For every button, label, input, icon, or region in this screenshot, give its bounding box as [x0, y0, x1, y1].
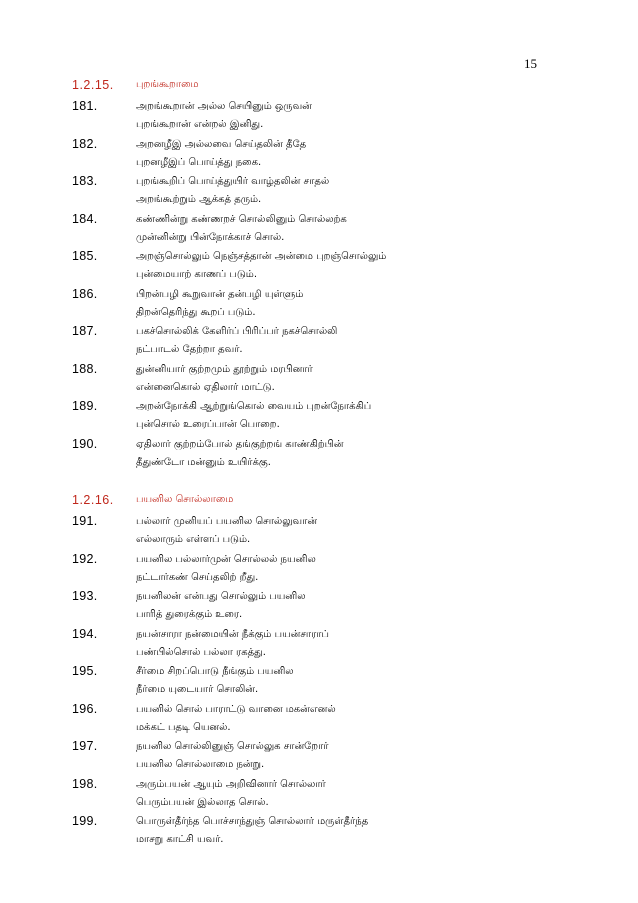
verse-text	[136, 813, 592, 851]
verse-line: புன்மையாற் காணப் படும்.	[136, 269, 257, 280]
verse	[72, 98, 592, 136]
verse	[72, 286, 592, 324]
verse-line: துன்னியார் குற்றமும் தூற்றும் மரபினார்	[136, 363, 313, 375]
verse-line: நயன்சாரா நன்மையின் நீக்கும் பயன்சாராப்	[136, 628, 329, 640]
verse-text	[136, 551, 592, 589]
verse-line: எல்லாரும் எள்ளப் படும்.	[136, 534, 251, 545]
verse	[72, 361, 592, 399]
verse-line: பண்பில்சொல் பல்லா ரகத்து.	[136, 646, 266, 658]
verse-line: அறங்கூறான் அல்ல செயினும் ஒருவன்	[136, 101, 312, 112]
verse-line: நீர்மை யுடையார் சொலின்.	[136, 684, 259, 695]
chapter-title: பயனில சொல்லாமை	[136, 494, 234, 505]
verse-line: பயனில பல்லார்முன் சொல்லல் நயனில	[136, 553, 316, 565]
verse	[72, 701, 592, 739]
verse	[72, 136, 592, 174]
verse-number: 188.	[72, 361, 98, 376]
verse	[72, 663, 592, 701]
verse	[72, 211, 592, 249]
verse-line: நயனிலன் என்பது சொல்லும் பயனில	[136, 591, 306, 602]
verse-number: 184.	[72, 211, 98, 226]
verse-number: 182.	[72, 136, 98, 151]
verse-text	[136, 626, 592, 664]
verse-text	[136, 738, 592, 776]
verse-number: 190.	[72, 436, 98, 451]
verse	[72, 588, 592, 626]
verse-text	[136, 323, 592, 361]
verse	[72, 551, 592, 589]
verse-line: பயனில் சொல் பாராட்டு வானை மகன்எனல்	[136, 703, 336, 715]
verse-number: 183.	[72, 174, 98, 188]
verse-line: பகச்சொல்லிக் கேளிர்ப் பிரிப்பர் நகச்சொல்லி	[136, 326, 338, 337]
verse-number: 181.	[72, 99, 98, 113]
verse-number: 189.	[72, 399, 98, 413]
verse-number: 186.	[72, 286, 98, 301]
verse-text	[136, 173, 592, 211]
verse-line: என்னைகொல் ஏதிலார் மாட்டு.	[136, 381, 275, 393]
verse-line: சீர்மை சிறப்பொடு நீங்கும் பயனில	[136, 666, 294, 677]
verse-text	[136, 286, 592, 324]
verse-number: 198.	[72, 776, 98, 791]
page-number: 15	[524, 56, 537, 71]
verse-text	[136, 436, 592, 474]
chapter-section	[72, 78, 592, 473]
verse-text	[136, 211, 592, 249]
verse-text	[136, 248, 592, 286]
chapter-title: புறங்கூறாமை	[136, 79, 199, 90]
verse-number: 191.	[72, 514, 98, 528]
verse	[72, 776, 592, 814]
verse	[72, 248, 592, 286]
verse-line: அறஞ்சொல்லும் நெஞ்சத்தான் அன்மை புறஞ்சொல்லும்	[136, 251, 387, 262]
verse-line: பெரும்பயன் இல்லாத சொல்.	[136, 796, 269, 808]
verse-text	[136, 588, 592, 626]
verse-text	[136, 98, 592, 136]
verse-number: 194.	[72, 626, 98, 641]
chapter-number: 1.2.15.	[72, 78, 114, 92]
verse-line: திறன்தெரிந்து கூறப் படும்.	[136, 306, 256, 318]
sections-container	[72, 78, 592, 851]
verse-number: 193.	[72, 589, 98, 603]
verse-number: 187.	[72, 324, 98, 338]
verse	[72, 436, 592, 474]
verse	[72, 738, 592, 776]
verse-text	[136, 136, 592, 174]
verse-line: புறங்கூறிப் பொய்த்துயிர் வாழ்தலின் சாதல்	[136, 176, 330, 187]
verse-number: 199.	[72, 814, 98, 828]
chapter-heading	[72, 493, 592, 510]
verse-line: ஏதிலார் குற்றம்போல் தங்குற்றங் காண்கிற்பின்	[136, 438, 344, 450]
verse-text	[136, 776, 592, 814]
verse-line: மாசறு காட்சி யவர்.	[136, 834, 224, 845]
verse-line: புறனழீஇப் பொய்த்து நகை.	[136, 156, 262, 168]
verse-line: பொருள்தீர்ந்த பொச்சாந்துஞ் சொல்லார் மருள்தீர்ந்த	[136, 816, 369, 827]
verse-line: புன்சொல் உரைப்பான் பொறை.	[136, 419, 280, 430]
verse-text	[136, 513, 592, 551]
chapter-number: 1.2.16.	[72, 493, 114, 507]
verse-line: நட்டார்கண் செய்தலிற் றீது.	[136, 571, 259, 583]
verse-number: 197.	[72, 739, 98, 753]
verse	[72, 513, 592, 551]
chapter-heading	[72, 78, 592, 95]
verse-line: அறன்நோக்கி ஆற்றுங்கொல் வையம் புறன்நோக்கிப்	[136, 401, 372, 412]
verse	[72, 398, 592, 436]
verse-number: 196.	[72, 701, 98, 716]
verse-number: 195.	[72, 664, 98, 678]
verse-line: பிறன்பழி கூறுவான் தன்பழி யுள்ளும்	[136, 288, 304, 300]
verse-line: பயனில சொல்லாமை நன்று.	[136, 759, 265, 770]
verse-line: கண்ணின்று கண்ணறச் சொல்லினும் சொல்லற்க	[136, 213, 347, 225]
verse-number: 185.	[72, 249, 98, 263]
verse-text	[136, 361, 592, 399]
verse-text	[136, 701, 592, 739]
verse-number: 192.	[72, 551, 98, 566]
verse-line: முன்னின்று பின்நோக்காச் சொல்.	[136, 231, 285, 243]
verse-line: பல்லார் முனியப் பயனில சொல்லுவான்	[136, 516, 318, 527]
chapter-section	[72, 493, 592, 851]
verse-text	[136, 398, 592, 436]
verse	[72, 626, 592, 664]
verse	[72, 813, 592, 851]
verse-line: நயனில சொல்லினுஞ் சொல்லுக சான்றோர்	[136, 741, 329, 752]
verse-line: அறனழீஇ அல்லவை செய்தலின் தீதே	[136, 138, 307, 150]
verse-line: நட்பாடல் தேற்றா தவர்.	[136, 344, 243, 355]
verse-line: மக்கட் பதடி யெனல்.	[136, 721, 231, 733]
verse	[72, 173, 592, 211]
verse-line: அறங்கூற்றும் ஆக்கத் தரும்.	[136, 194, 262, 205]
verse-line: தீதுண்டோ மன்னும் உயிர்க்கு.	[136, 456, 271, 468]
verse-line: பாரித் துரைக்கும் உரை.	[136, 609, 243, 620]
verse	[72, 323, 592, 361]
verse-line: புறங்கூறான் என்றல் இனிது.	[136, 119, 264, 130]
verse-line: அரும்பயன் ஆயும் அறிவினார் சொல்லார்	[136, 778, 326, 790]
verse-text	[136, 663, 592, 701]
